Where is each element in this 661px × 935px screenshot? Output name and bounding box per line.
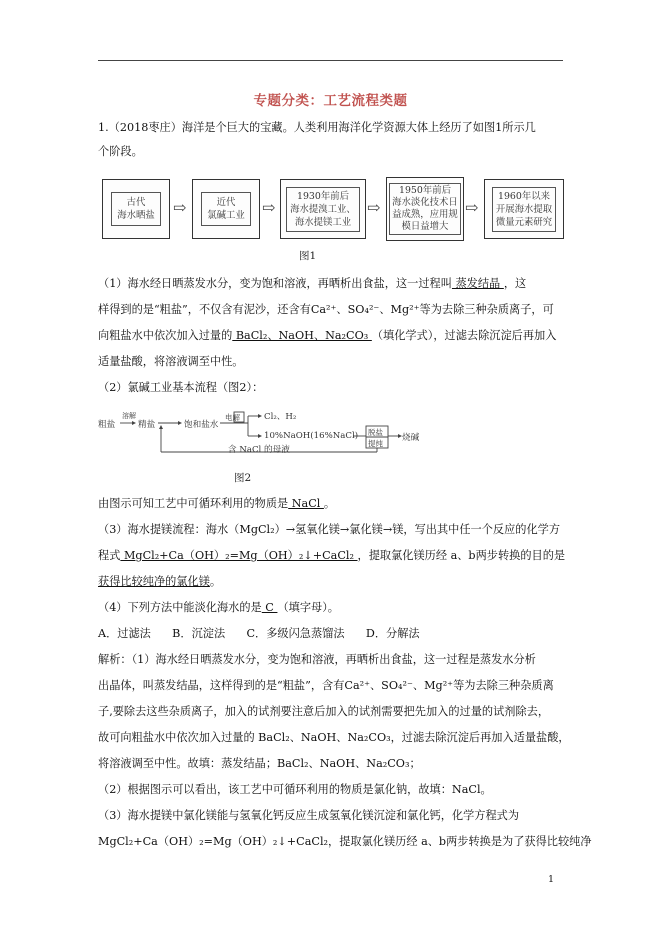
answer-line — [98, 492, 563, 516]
answer-blank: MgCl₂+Ca（OH）₂=Mg（OH）₂↓+CaCl₂ — [120, 549, 358, 562]
analysis-line: （2）根据图示可以看出，该工艺中可循环利用的物质是氯化钠，故填：NaCl。 — [98, 783, 492, 796]
question-1-line: 1.（2018枣庄）海洋是个巨大的宝藏。人类利用海洋化学资源大体上经历了如图1所示几 — [98, 121, 536, 134]
flow-box-label: 1950年前后 海水淡化技术日 益成熟，应用规 模日益增大 — [389, 183, 461, 235]
text: 程式 — [98, 549, 121, 562]
text: 。 — [323, 497, 336, 510]
analysis-line: （3）海水提镁中氯化镁能与氢氧化钙反应生成氢氧化镁沉淀和氯化钙，化学方程式为 — [98, 809, 520, 822]
answer-blank: 蒸发结晶 — [451, 277, 504, 290]
analysis-line: 将溶液调至中性。故填：蒸发结晶；BaCl₂、NaOH、Na₂CO₃； — [98, 757, 421, 770]
text: 由图示可知工艺中可循环利用的物质是 — [98, 497, 289, 510]
answer-blank: NaCl — [288, 497, 324, 510]
text: （4）下列方法中能淡化海水的是 — [98, 601, 262, 614]
flow-label: 饱和盐水 — [184, 420, 219, 430]
flow-label: Cl₂、H₂ — [264, 412, 297, 422]
answer-line — [98, 272, 563, 296]
right-arrow-icon: ⇨ — [465, 198, 479, 217]
figure-1-caption: 图1 — [299, 250, 317, 262]
flow-label: 烧碱 — [402, 433, 420, 443]
answer-blank: 获得比较纯净的氯化镁 — [98, 575, 210, 588]
analysis-line: 出晶体，叫蒸发结晶，这样得到的是“粗盐”，含有Ca²⁺、SO₄²⁻、Mg²⁺等为去除三种杂质离 — [98, 679, 554, 692]
flow-box-label: 古代 海水晒盐 — [111, 192, 161, 226]
page-title: 专题分类：工艺流程类题 — [253, 93, 408, 109]
answer-line — [98, 544, 566, 568]
flow-label: 脱盐 — [368, 428, 383, 437]
text-line: （2）氯碱工业基本流程（图2）： — [98, 381, 264, 394]
question-1-line: 个阶段。 — [98, 145, 143, 158]
analysis-line: 子,要除去这些杂质离子，加入的试剂要注意后加入的试剂需要把先加入的过量的试剂除去， — [98, 705, 550, 718]
figure-1-flowchart — [98, 173, 563, 249]
text-line: （3）海水提镁流程：海水（MgCl₂）→氢氧化镁→氯化镁→镁，写出其中任一个反应的化学方 — [98, 523, 561, 536]
flow-label: 10%NaOH(16%NaCl) — [264, 431, 359, 441]
flow-box — [386, 177, 464, 241]
flow-box — [280, 179, 366, 239]
answer-line — [98, 596, 563, 620]
analysis-line: 解析：（1）海水经日晒蒸发水分，变为饱和溶液，再晒析出食盐，这一过程是蒸发水分析 — [98, 653, 536, 666]
text: ，这 — [503, 277, 527, 290]
analysis-line: 故可向粗盐水中依次加入过量的 BaCl₂、NaOH、Na₂CO₃，过滤去除沉淀后再加入适量盐酸， — [98, 731, 570, 744]
text: （填字母）。 — [277, 601, 339, 614]
flow-label: 溶解 — [122, 412, 136, 420]
flow-label: 提纯 — [368, 439, 383, 448]
choices-line: A．过滤法 B．沉淀法 C．多级闪急蒸馏法 D．分解法 — [98, 627, 420, 640]
page-number: 1 — [548, 874, 555, 885]
right-arrow-icon: ⇨ — [367, 198, 381, 217]
header-rule — [98, 60, 563, 61]
text-line: 适量盐酸，将溶液调至中性。 — [98, 355, 244, 368]
text: （填化学式），过滤去除沉淀后再加入 — [371, 329, 557, 342]
answer-blank: C — [261, 601, 278, 614]
right-arrow-icon: ⇨ — [262, 198, 276, 217]
flow-label: 含 NaCl 的母液 — [228, 445, 290, 455]
right-arrow-icon: ⇨ — [173, 198, 187, 217]
flow-label: 粗盐 — [98, 420, 116, 430]
text: 。 — [209, 575, 222, 588]
text: 向粗盐水中依次加入过量的 — [98, 329, 233, 342]
figure-2-caption: 图2 — [234, 472, 252, 484]
flow-box — [484, 179, 564, 239]
flow-box-label: 1960年以来 开展海水提取 微量元素研究 — [492, 187, 556, 232]
answer-line — [98, 570, 563, 594]
answer-line — [98, 324, 563, 348]
flow-label: 精盐 — [138, 420, 156, 430]
flow-box — [192, 179, 260, 239]
flow-box-label: 近代 氯碱工业 — [201, 192, 251, 226]
answer-blank: BaCl₂、NaOH、Na₂CO₃ — [232, 329, 372, 342]
text: （1）海水经日晒蒸发水分，变为饱和溶液，再晒析出食盐，这一过程叫 — [98, 277, 452, 290]
flow-box-label: 1930年前后 海水提溴工业、 海水提镁工业 — [286, 187, 360, 232]
figure-2-flowchart — [98, 404, 418, 454]
text: ，提取氯化镁历经 a、b两步转换的目的是 — [357, 549, 566, 562]
flow-box — [102, 179, 170, 239]
analysis-line: MgCl₂+Ca（OH）₂=Mg（OH）₂↓+CaCl₂，提取氯化镁历经 a、b两步转换是为了获得比较纯净 — [98, 835, 592, 848]
flow-label: 电解 — [225, 413, 240, 422]
text-line: 样得到的是“粗盐”，不仅含有泥沙，还含有Ca²⁺、SO₄²⁻、Mg²⁺等为去除三种杂质离子，可 — [98, 303, 554, 316]
